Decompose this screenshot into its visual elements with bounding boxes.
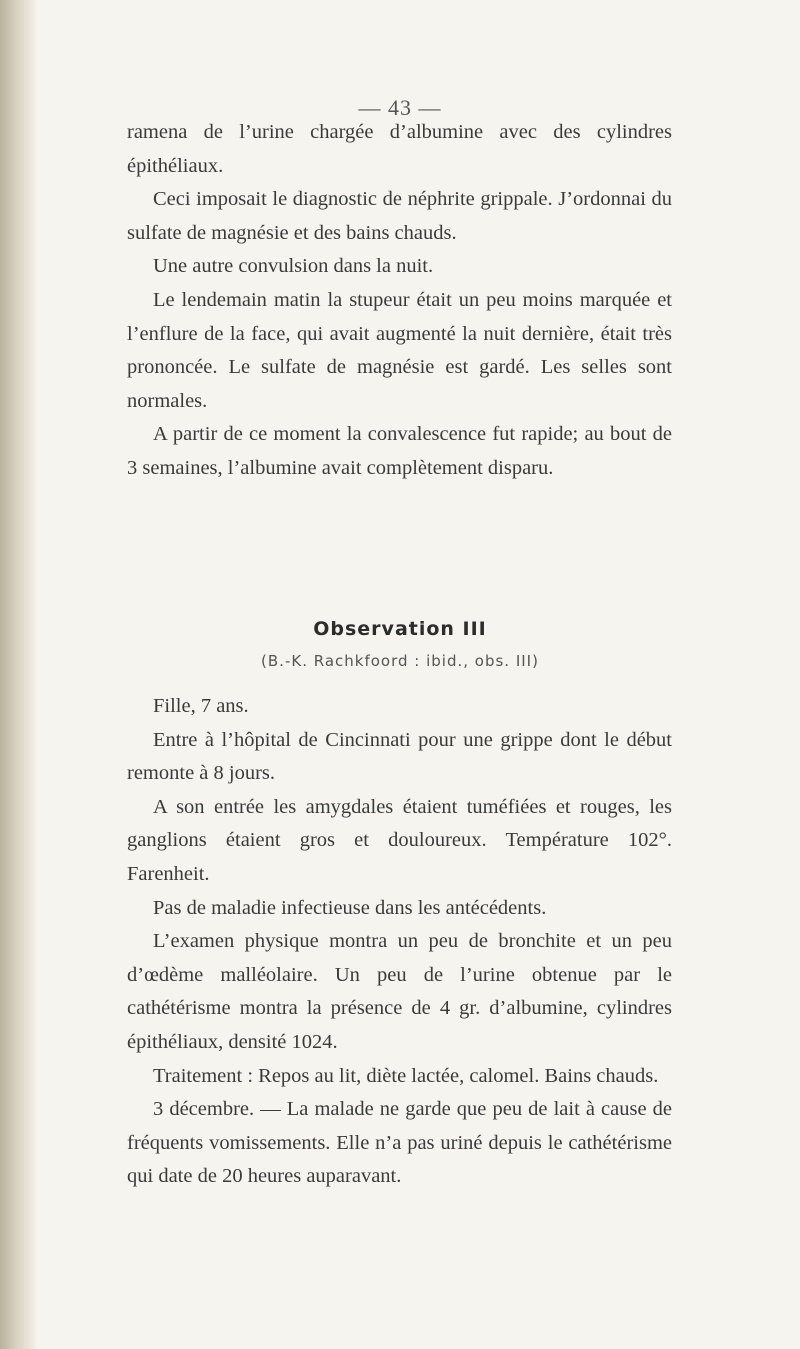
paragraph: Traitement : Repos au lit, diète lactée, calomel. Bains chauds. (153, 1064, 659, 1087)
paragraph: Le lendemain matin la stupeur était un peu moins marquée et l’enflure de la face, qui avait augmenté la nuit dernière, était très prononcée. Le sulfate de magnésie est gardé. Les selles sont normales. (127, 288, 672, 412)
paragraph: L’examen physique montra un peu de bronchite et un peu d’œdème malléolaire. Un peu de l’urine obtenue par le cathétérisme montra la présence de 4 gr. d’albumine, cylindres épithéliaux, densité 1024. (127, 930, 672, 1053)
paragraph: A son entrée les amygdales étaient tuméfiées et rouges, les ganglions étaient gros et douloureux. Température 102°. Farenheit. (127, 795, 672, 885)
paragraph: 3 décembre. — La malade ne garde que peu de lait à cause de fréquents vomissements. Elle n’a pas uriné depuis le cathétérisme qui date de 20 heures auparavant. (127, 1098, 672, 1188)
section-heading: Observation III (313, 618, 487, 640)
paragraph: Fille, 7 ans. (153, 695, 249, 717)
paragraph: Ceci imposait le diagnostic de néphrite grippale. J’ordonnai du sulfate de magnésie et des bains chauds. (127, 188, 672, 244)
paragraph: A partir de ce moment la convalescence fut rapide; au bout de 3 semaines, l’albumine avait complètement disparu. (127, 423, 672, 479)
paragraph: Entre à l’hôpital de Cincinnati pour une grippe dont le début remonte à 8 jours. (127, 728, 672, 785)
book-spine-shadow (0, 0, 38, 1349)
source-citation: (B.-K. Rachkfoord : ibid., obs. III) (261, 652, 539, 670)
paragraph: Une autre convulsion dans la nuit. (153, 255, 434, 278)
paragraph: ramena de l’urine chargée d’albumine avec des cylindres épithéliaux. (127, 121, 672, 177)
page-number: — 43 — (358, 95, 442, 120)
text-block-bottom (127, 690, 672, 1194)
paragraph: Pas de maladie infectieuse dans les antécédents. (153, 896, 547, 919)
text-block-top (127, 116, 672, 486)
